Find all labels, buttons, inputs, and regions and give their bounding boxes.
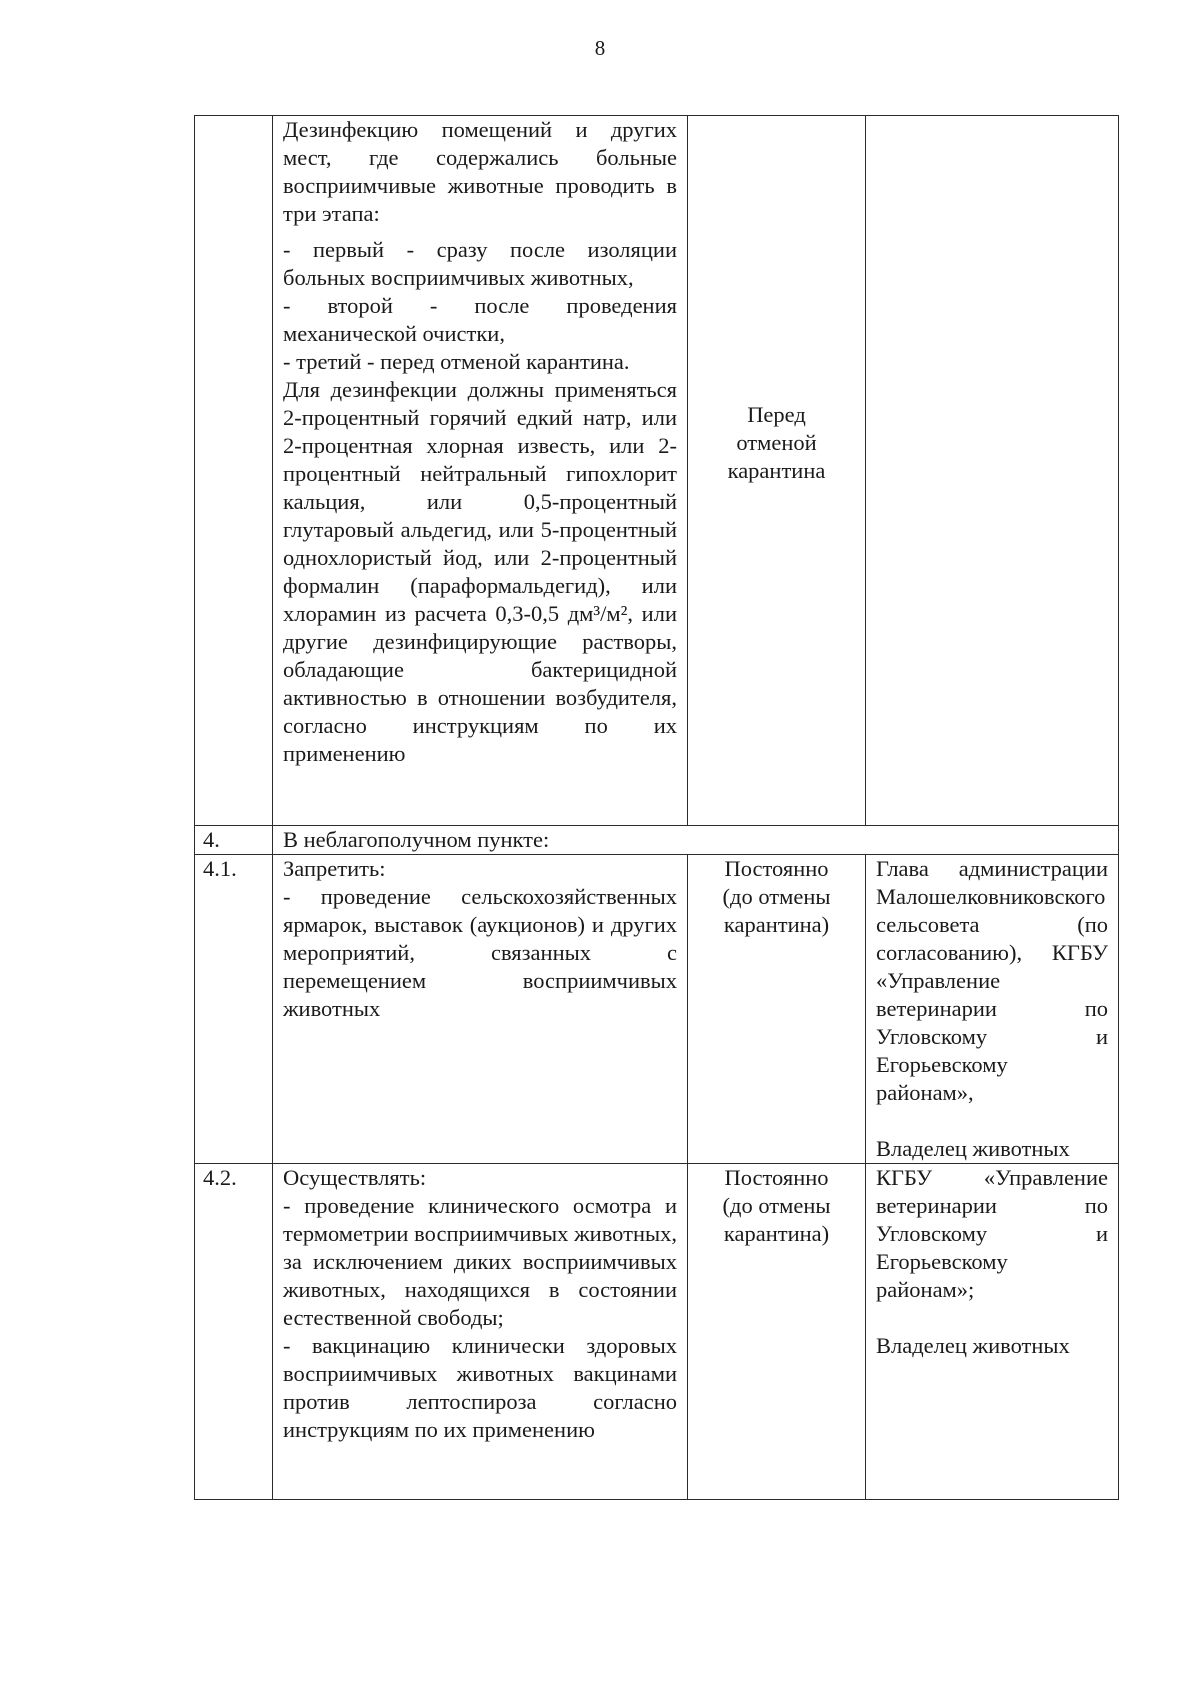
- term-cell: [688, 116, 866, 826]
- measure-cell: [273, 1164, 688, 1500]
- responsible-cell: [866, 855, 1119, 1164]
- measure-heading: Осуществлять:: [283, 1165, 427, 1190]
- term-cell: [688, 855, 866, 1164]
- table-row-section-4: [195, 826, 1119, 855]
- row-number-cell: 4.1.: [195, 855, 273, 1164]
- measures-table: [194, 115, 1119, 1500]
- term-text: Постоянно (до отмены карантина): [722, 856, 831, 937]
- term-cell: [688, 1164, 866, 1500]
- responsible-cell: [866, 1164, 1119, 1500]
- measure-item: - проведение клинического осмотра и термометрии восприимчивых животных, за исключением диких восприимчивых животных, находящихся в состоянии естественной свободы;: [283, 1193, 677, 1330]
- measure-stage-3: - третий - перед отменой карантина.: [283, 349, 630, 374]
- measure-heading: Запретить:: [283, 856, 386, 881]
- responsible-authority: Глава администрации Малошелковниковского сельсовета (по согласованию), КГБУ «Управление ветеринарии по Угловскому и Егорьевскому районам»,: [876, 856, 1108, 1105]
- term-text: Постоянно (до отмены карантина): [722, 1165, 831, 1246]
- measure-intro: Дезинфекцию помещений и других мест, где содержались больные восприимчивые животные проводить в три этапа:: [283, 117, 677, 226]
- measure-stage-1: - первый - сразу после изоляции больных восприимчивых животных,: [283, 237, 677, 290]
- table-row-4-2: [195, 1164, 1119, 1500]
- table-row-disinfection: [195, 116, 1119, 826]
- responsible-authority: КГБУ «Управление ветеринарии по Угловскому и Егорьевскому районам»;: [876, 1165, 1108, 1302]
- term-text: Перед отменой карантина: [727, 402, 826, 483]
- table-row-4-1: [195, 855, 1119, 1164]
- measure-cell: [273, 855, 688, 1164]
- row-number-cell: [195, 116, 273, 826]
- section-title: В неблагополучном пункте:: [273, 826, 1119, 855]
- page-number: 8: [594, 36, 606, 60]
- measure-item: - вакцинацию клинически здоровых восприимчивых животных вакцинами против лептоспироза согласно инструкциям по их применению: [283, 1333, 677, 1442]
- row-number-cell: 4.2.: [195, 1164, 273, 1500]
- measure-cell: [273, 116, 688, 826]
- responsible-cell: [866, 116, 1119, 826]
- measure-item: - проведение сельскохозяйственных ярмарок, выставок (аукционов) и других мероприятий, связанных с перемещением восприимчивых животных: [283, 884, 677, 1021]
- responsible-owner: Владелец животных: [876, 1333, 1070, 1358]
- measure-stage-2: - второй - после проведения механической очистки,: [283, 293, 677, 346]
- row-number-cell: 4.: [195, 826, 273, 855]
- measure-disinfectants: Для дезинфекции должны применяться 2-процентный горячий едкий натр, или 2-процентная хлорная известь, или 2-процентный нейтральный гипохлорит кальция, или 0,5-процентный глутаровый альдегид, или 5-процентный однохлористый йод, или 2-процентный формалин (параформальдегид), или хлорамин из расчета 0,3-0,5 дм³/м², или другие дезинфицирующие растворы, обладающие бактерицидной активностью в отношении возбудителя, согласно инструкциям по их применению: [283, 377, 677, 766]
- responsible-owner: Владелец животных: [876, 1136, 1070, 1161]
